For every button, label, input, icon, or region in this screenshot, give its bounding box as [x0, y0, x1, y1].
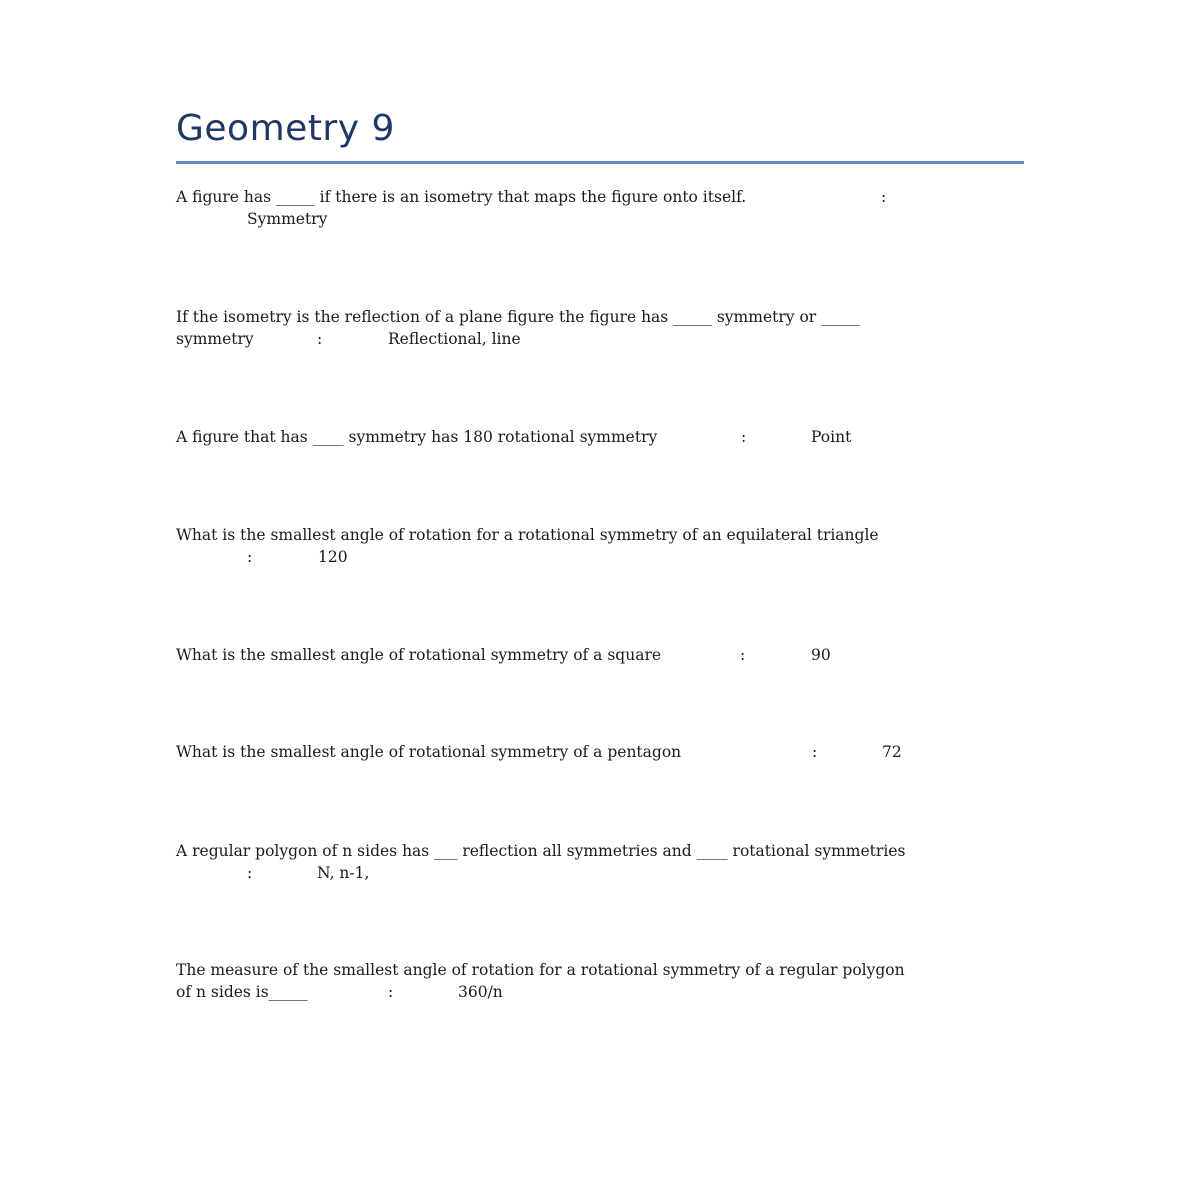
- separator: :: [317, 330, 323, 348]
- question-text: A figure that has ____ symmetry has 180 rotational symmetry: [176, 428, 658, 446]
- question-text: A regular polygon of n sides has ___ reflection all symmetries and ____ rotational symmetries: [176, 842, 906, 860]
- answer-text: 72: [882, 743, 902, 761]
- answer-text: N, n-1,: [317, 864, 370, 882]
- question-text: What is the smallest angle of rotational symmetry of a square: [176, 646, 662, 664]
- answer-text: 360/n: [458, 983, 503, 1001]
- question-text-continued: symmetry: [176, 330, 254, 348]
- separator: :: [812, 743, 818, 761]
- answer-text: 120: [318, 548, 348, 566]
- flashcard-5: [176, 644, 1036, 666]
- flashcard-4: [176, 524, 1036, 568]
- flashcard-1: [176, 186, 1036, 230]
- flashcard-3: [176, 426, 1036, 448]
- question-text: If the isometry is the reflection of a plane figure the figure has _____ symmetry or _____: [176, 308, 860, 326]
- separator: :: [740, 646, 746, 664]
- answer-text: Reflectional, line: [388, 330, 521, 348]
- question-text: What is the smallest angle of rotation for a rotational symmetry of an equilateral triangle: [176, 526, 879, 544]
- answer-text: Point: [811, 428, 852, 446]
- separator: :: [881, 188, 887, 206]
- question-text: What is the smallest angle of rotational symmetry of a pentagon: [176, 743, 682, 761]
- separator: :: [741, 428, 747, 446]
- question-text: A figure has _____ if there is an isometry that maps the figure onto itself.: [176, 188, 747, 206]
- separator: :: [388, 983, 394, 1001]
- document-title: Geometry 9: [176, 108, 395, 149]
- separator: :: [247, 548, 253, 566]
- title-underline: [176, 161, 1024, 164]
- question-text: The measure of the smallest angle of rotation for a rotational symmetry of a regular polygon: [176, 961, 905, 979]
- flashcard-7: [176, 840, 1036, 884]
- question-text-continued: of n sides is_____: [176, 983, 308, 1001]
- answer-text: Symmetry: [247, 210, 328, 228]
- separator: :: [247, 864, 253, 882]
- flashcard-8: [176, 959, 1036, 1003]
- answer-text: 90: [811, 646, 831, 664]
- flashcard-2: [176, 306, 1036, 350]
- flashcard-6: [176, 741, 1036, 763]
